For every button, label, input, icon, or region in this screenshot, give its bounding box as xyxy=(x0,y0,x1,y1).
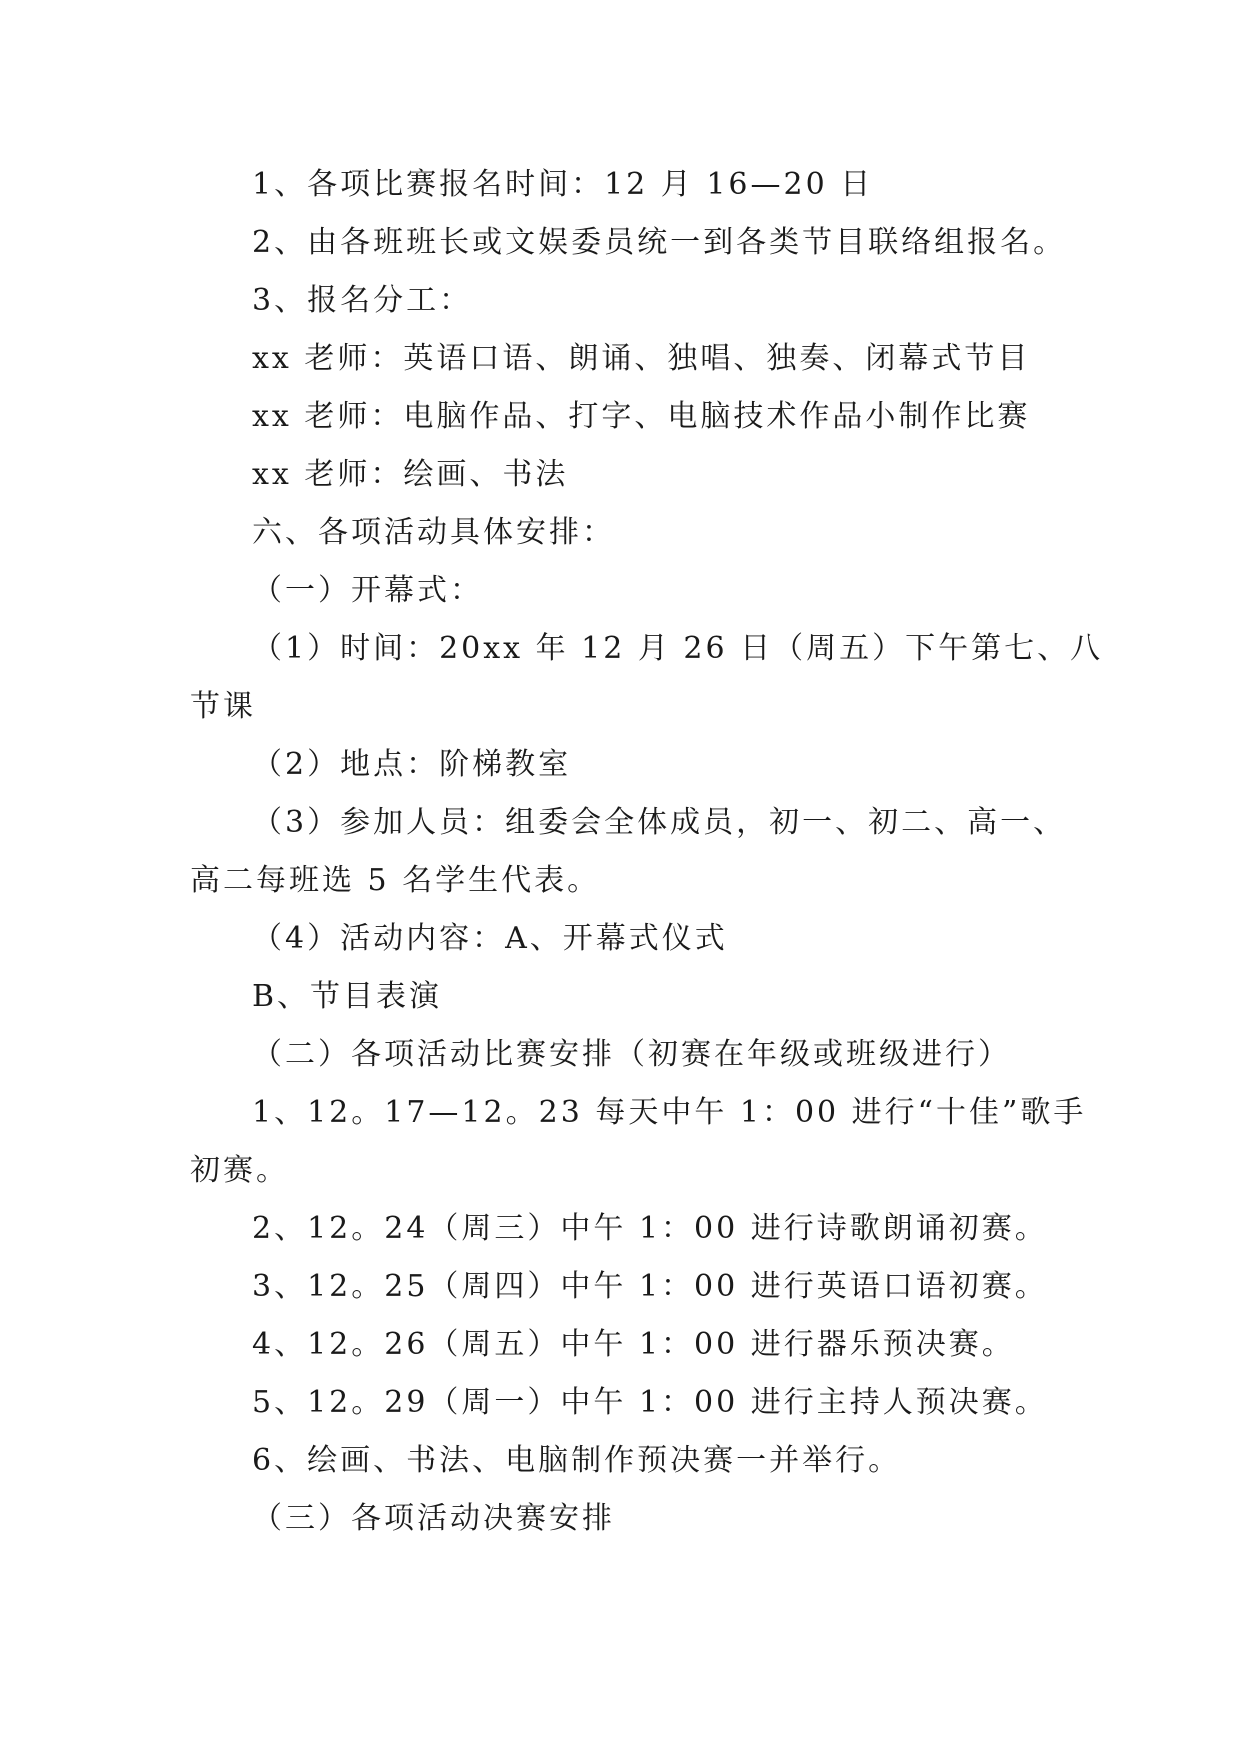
text-line: 3、报名分工： xyxy=(252,283,473,318)
subsection-heading: （二）各项活动比赛安排（初赛在年级或班级进行） xyxy=(252,1037,1011,1072)
text-line: 2、由各班班长或文娱委员统一到各类节目联络组报名。 xyxy=(252,225,1067,260)
text-line: xx 老师：英语口语、朗诵、独唱、独奏、闭幕式节目 xyxy=(252,341,1031,376)
text-line: （1）时间：20xx 年 12 月 26 日（周五）下午第七、八 xyxy=(252,631,1104,666)
text-line: xx 老师：绘画、书法 xyxy=(252,457,569,492)
text-line: 2、12。24（周三）中午 1：00 进行诗歌朗诵初赛。 xyxy=(252,1211,1048,1246)
text-line: （2）地点：阶梯教室 xyxy=(252,747,572,782)
text-line: 初赛。 xyxy=(190,1153,289,1188)
text-line: B、节目表演 xyxy=(252,979,443,1014)
text-line: 1、各项比赛报名时间：12 月 16—20 日 xyxy=(252,167,874,202)
text-line: 1、12。17—12。23 每天中午 1：00 进行“十佳”歌手 xyxy=(252,1095,1087,1130)
text-line: xx 老师：电脑作品、打字、电脑技术作品小制作比赛 xyxy=(252,399,1031,434)
subsection-heading: （三）各项活动决赛安排 xyxy=(252,1501,615,1536)
text-line: 3、12。25（周四）中午 1：00 进行英语口语初赛。 xyxy=(252,1269,1048,1304)
subsection-heading: （一）开幕式： xyxy=(252,573,483,608)
text-line: 4、12。26（周五）中午 1：00 进行器乐预决赛。 xyxy=(252,1327,1015,1362)
text-line: 节课 xyxy=(190,689,256,724)
section-heading: 六、各项活动具体安排： xyxy=(252,515,615,550)
text-line: （3）参加人员：组委会全体成员，初一、初二、高一、 xyxy=(252,805,1067,840)
text-line: 5、12。29（周一）中午 1：00 进行主持人预决赛。 xyxy=(252,1385,1048,1420)
text-line: 6、绘画、书法、电脑制作预决赛一并举行。 xyxy=(252,1443,902,1478)
text-line: （4）活动内容：A、开幕式仪式 xyxy=(252,921,728,956)
text-line: 高二每班选 5 名学生代表。 xyxy=(190,863,601,898)
